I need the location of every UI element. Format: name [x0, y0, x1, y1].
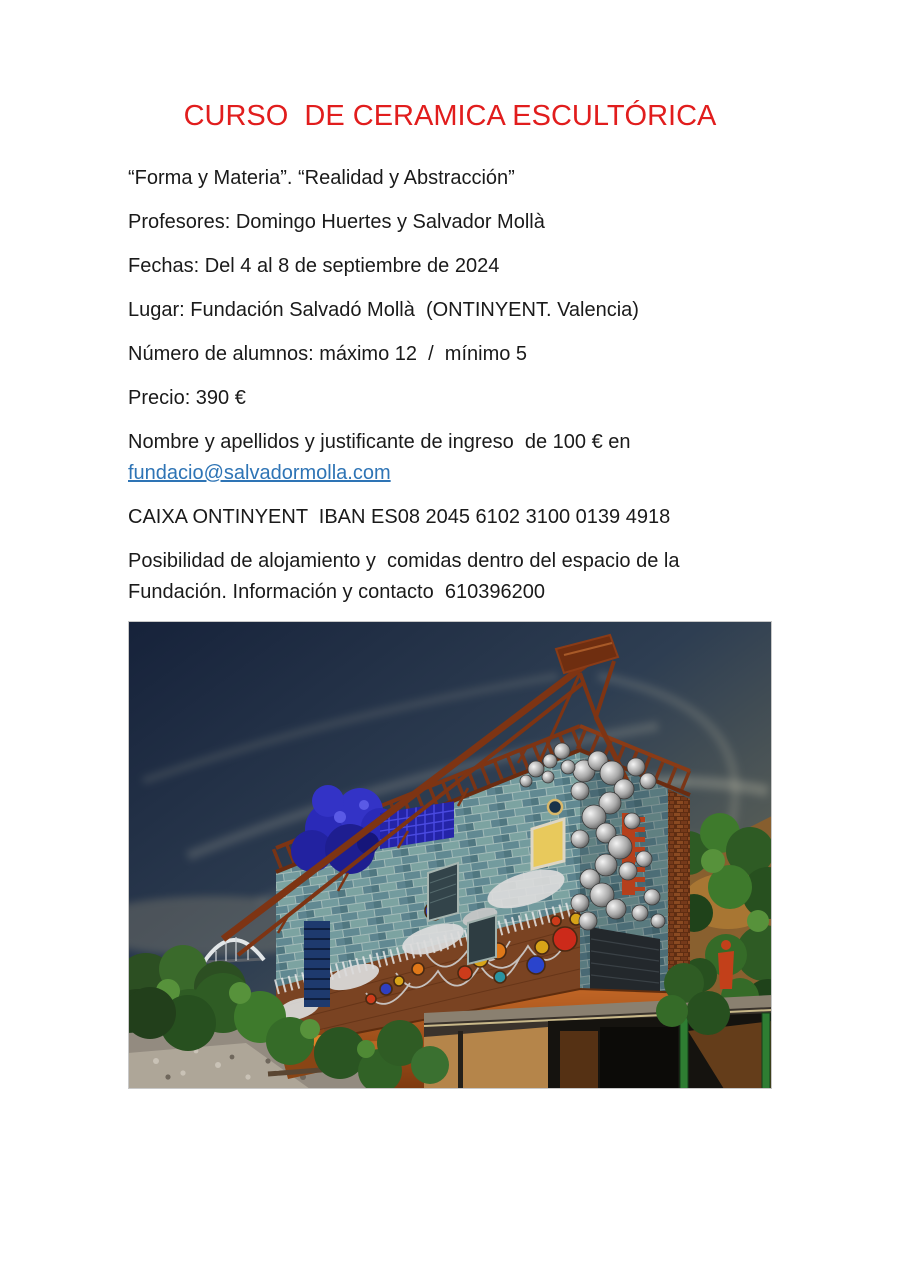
- iban-line: CAIXA ONTINYENT IBAN ES08 2045 6102 3100 0139 4918: [128, 506, 671, 528]
- lit-window: [532, 819, 564, 869]
- profesores-line: Profesores: Domingo Huertes y Salvador Mollà: [128, 211, 545, 233]
- alumnos-line: Número de alumnos: máximo 12 / mínimo 5: [128, 343, 528, 365]
- fechas-line: Fechas: Del 4 al 8 de septiembre de 2024: [128, 255, 500, 277]
- grille-window-2: [468, 915, 496, 964]
- porthole-window: [548, 800, 562, 814]
- green-post-1: [680, 1017, 688, 1089]
- ingreso-line: [128, 427, 772, 489]
- email-link[interactable]: fundacio@salvadormolla.com: [128, 462, 391, 484]
- lugar-line: Lugar: Fundación Salvadó Mollà (ONTINYENT. Valencia): [128, 299, 639, 321]
- green-post-2: [762, 1013, 770, 1089]
- alojamiento-line: Posibilidad de alojamiento y comidas dentro del espacio de la Fundación. Información y contacto 610396200: [128, 550, 686, 603]
- building-photo: [128, 621, 772, 1089]
- subtitle-line: “Forma y Materia”. “Realidad y Abstracción”: [128, 167, 515, 189]
- blue-louver-tower: [304, 921, 330, 1007]
- page-title: CURSO DE CERAMICA ESCULTÓRICA: [183, 100, 717, 132]
- precio-line: Precio: 390 €: [128, 387, 246, 409]
- ingreso-text: Nombre y apellidos y justificante de ingreso de 100 € en: [128, 431, 637, 453]
